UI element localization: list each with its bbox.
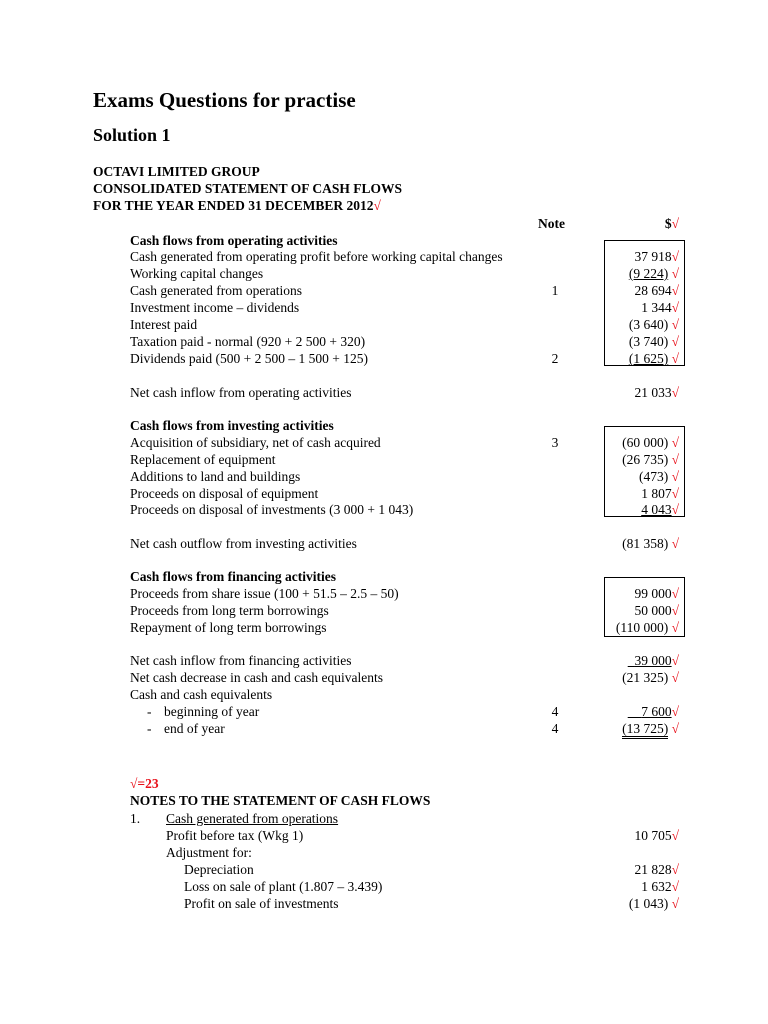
table-row	[0, 878, 768, 895]
row-amount: (26 735) √	[622, 452, 679, 467]
row-amount: (60 000) √	[622, 435, 679, 450]
row-amount: 99 000√	[634, 586, 679, 601]
note-title: Cash generated from operations	[166, 811, 339, 826]
table-row	[0, 827, 768, 844]
row-amount: (473) √	[638, 469, 679, 484]
statement-title: CONSOLIDATED STATEMENT OF CASH FLOWS	[93, 181, 403, 196]
row-amount: 10 705√	[634, 828, 679, 843]
investing-heading: Cash flows from investing activities	[130, 418, 334, 433]
row-amount: 4 043√	[641, 502, 679, 517]
row-label: Net cash inflow from financing activities	[130, 653, 352, 668]
amount-column-header: $√	[664, 216, 679, 231]
row-label: Proceeds from long term borrowings	[130, 603, 329, 618]
row-amount: 1 807√	[641, 486, 679, 501]
table-row	[0, 602, 768, 619]
row-amount: 50 000√	[634, 603, 679, 618]
table-row	[0, 895, 768, 912]
row-amount: (81 358) √	[622, 536, 679, 551]
row-amount: (110 000) √	[615, 620, 679, 635]
notes-heading: NOTES TO THE STATEMENT OF CASH FLOWS	[130, 793, 431, 808]
row-label: Cash generated from operating profit before working capital changes	[130, 249, 503, 264]
operating-heading: Cash flows from operating activities	[130, 233, 338, 248]
table-row	[0, 501, 768, 518]
investing-total-row	[0, 535, 768, 552]
row-label: Investment income – dividends	[130, 300, 300, 315]
row-label: Acquisition of subsidiary, net of cash acquired	[130, 435, 381, 450]
financing-total-row	[0, 652, 768, 669]
table-row	[0, 451, 768, 468]
row-amount: 21 828√	[634, 862, 679, 877]
row-label: Profit before tax (Wkg 1)	[166, 828, 304, 843]
list-dash: -	[147, 721, 152, 736]
table-row	[0, 333, 768, 350]
row-label: Loss on sale of plant (1.807 – 3.439)	[184, 879, 383, 894]
row-amount: 1 632√	[641, 879, 679, 894]
row-label: Proceeds from share issue (100 + 51.5 – 2.5 – 50)	[130, 586, 399, 601]
note-column-header: Note	[538, 216, 565, 231]
row-note: 1	[551, 283, 559, 298]
row-amount: (21 325) √	[622, 670, 679, 685]
table-row	[0, 282, 768, 299]
row-label: Cash and cash equivalents	[130, 687, 273, 702]
row-label: Profit on sale of investments	[184, 896, 339, 911]
row-label: Replacement of equipment	[130, 452, 276, 467]
beginning-of-year-row	[0, 703, 768, 720]
row-label: Taxation paid - normal (920 + 2 500 + 320)	[130, 334, 366, 349]
row-amount: (9 224) √	[628, 266, 679, 281]
row-label: Net cash outflow from investing activities	[130, 536, 357, 551]
row-label: Proceeds on disposal of investments (3 000 + 1 043)	[130, 502, 414, 517]
row-label: Depreciation	[184, 862, 254, 877]
table-row	[0, 434, 768, 451]
row-label: Repayment of long term borrowings	[130, 620, 327, 635]
row-amount: (1 043) √	[628, 896, 679, 911]
row-amount: 28 694√	[634, 283, 679, 298]
row-amount: 1 344√	[641, 300, 679, 315]
row-amount: (13 725) √	[622, 720, 679, 739]
operating-total-row	[0, 384, 768, 401]
row-label: Net cash inflow from operating activities	[130, 385, 352, 400]
tick-score: √=23	[130, 776, 159, 791]
row-label: Cash generated from operations	[130, 283, 303, 298]
table-row	[0, 468, 768, 485]
row-label: Additions to land and buildings	[130, 469, 301, 484]
statement-period: FOR THE YEAR ENDED 31 DECEMBER 2012√	[93, 198, 381, 213]
row-label: end of year	[164, 721, 225, 736]
table-row	[0, 316, 768, 333]
tick-mark: √	[373, 198, 381, 213]
note-number: 1.	[130, 811, 141, 826]
table-row	[0, 299, 768, 316]
table-row	[0, 585, 768, 602]
company-name: OCTAVI LIMITED GROUP	[93, 164, 260, 179]
table-row	[0, 350, 768, 367]
table-row	[0, 844, 768, 861]
row-label: Dividends paid (500 + 2 500 – 1 500 + 125)	[130, 351, 368, 366]
row-note: 2	[551, 351, 559, 366]
row-amount: (1 625) √	[628, 351, 679, 366]
row-label: Working capital changes	[130, 266, 264, 281]
row-label: Adjustment for:	[166, 845, 252, 860]
row-amount: (3 640) √	[628, 317, 679, 332]
row-amount: 7 600√	[641, 704, 679, 719]
table-row	[0, 248, 768, 265]
page-title: Exams Questions for practise	[93, 88, 356, 112]
net-decrease-row	[0, 669, 768, 686]
row-amount: 21 033√	[634, 385, 679, 400]
row-amount: 39 000√	[634, 653, 679, 668]
table-row	[0, 619, 768, 636]
row-amount: (3 740) √	[628, 334, 679, 349]
row-note: 4	[551, 721, 559, 736]
row-note: 3	[551, 435, 559, 450]
financing-heading: Cash flows from financing activities	[130, 569, 336, 584]
row-label: beginning of year	[164, 704, 260, 719]
note1-title-row	[0, 810, 768, 827]
row-label: Interest paid	[130, 317, 198, 332]
table-row	[0, 265, 768, 282]
cash-equivalents-row	[0, 686, 768, 703]
row-label: Net cash decrease in cash and cash equivalents	[130, 670, 384, 685]
list-dash: -	[147, 704, 152, 719]
row-label: Proceeds on disposal of equipment	[130, 486, 319, 501]
table-row	[0, 485, 768, 502]
row-amount: 37 918√	[634, 249, 679, 264]
row-note: 4	[551, 704, 559, 719]
column-header-row	[0, 215, 768, 232]
solution-heading: Solution 1	[93, 125, 171, 145]
table-row	[0, 861, 768, 878]
end-of-year-row	[0, 720, 768, 737]
